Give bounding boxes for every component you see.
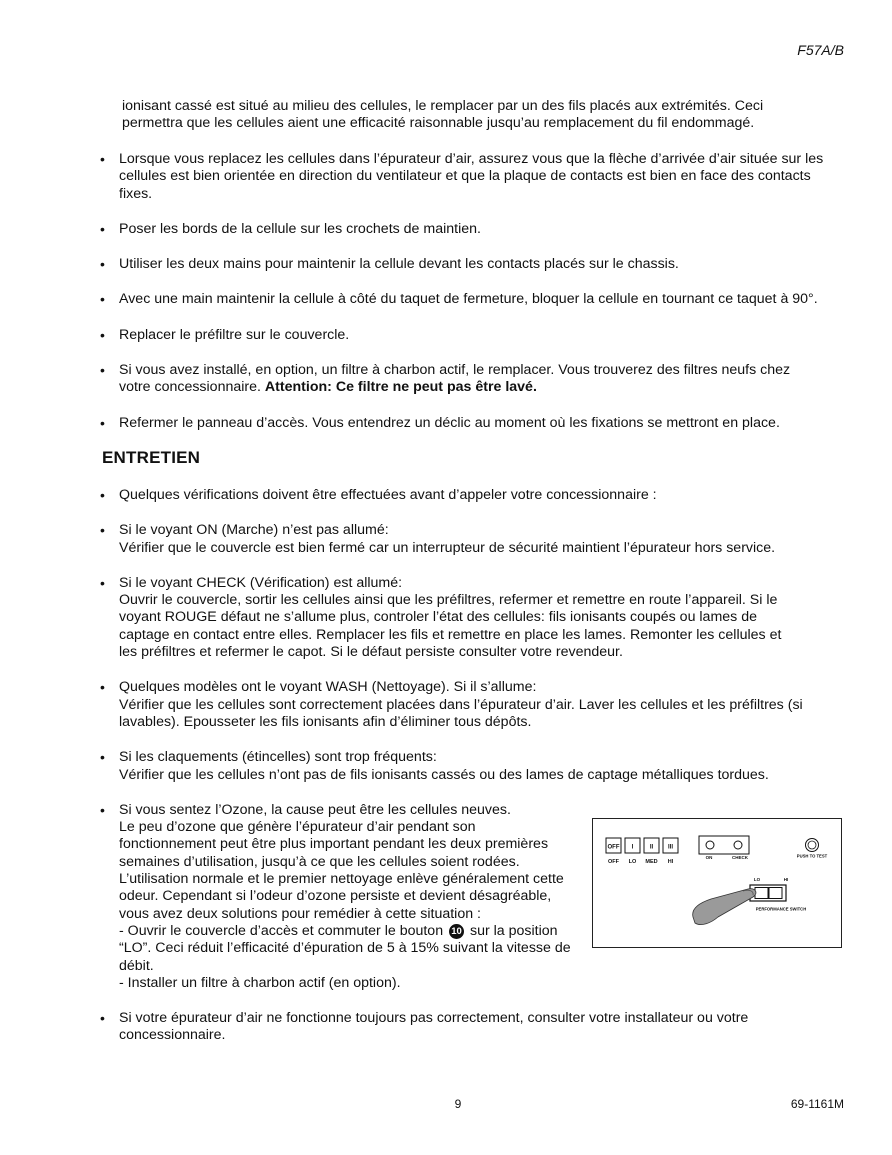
check-light-icon [734, 841, 742, 849]
list-item [100, 522, 845, 557]
text-line: Quelques modèles ont le voyant WASH (Nettoyage). Si il s’allume: [119, 679, 537, 696]
text-fragment: - Ouvrir le couvercle d’accès et commuter le bouton [119, 922, 448, 939]
text-line: voyant ROUGE défaut ne s’allume plus, controler l’état des cellules: fils ionisants coupés ou lames de [119, 609, 757, 626]
page-number: 9 [454, 1097, 462, 1111]
text-line: lavables). Epousseter les fils ionisants afin d’éliminer tous dépôts. [119, 713, 532, 730]
list-item [100, 415, 845, 432]
fan-speed-buttons [606, 838, 678, 865]
warning-text: Attention: Ce filtre ne peut pas être lavé. [264, 379, 537, 396]
fan-button-3-label: III [667, 844, 674, 851]
list-item-charcoal-filter [100, 362, 845, 397]
on-label: ON [705, 855, 713, 860]
fan-label-med: MED [645, 859, 658, 865]
button-number-badge: 10 [449, 924, 464, 939]
bullet: • [100, 151, 105, 167]
text-line: Avec une main maintenir la cellule à côté du taquet de fermeture, bloquer la cellule en tournant ce taquet à 90°. [119, 291, 818, 308]
text-line: fonctionnement peut être plus important pendant les deux premières [119, 836, 549, 853]
switch-label-hi: HI [783, 877, 789, 882]
bullet: • [100, 326, 105, 343]
text-line: Poser les bords de la cellule sur les crochets de maintien. [119, 220, 481, 237]
maintenance-list [100, 487, 845, 1063]
text-line: semaines d’utilisation, jusqu’à ce que les cellules soient rodées. [119, 853, 520, 870]
bullet: • [100, 362, 105, 379]
bullet: • [100, 487, 105, 503]
list-item [100, 679, 845, 731]
fan-label-off: OFF [608, 859, 619, 865]
text-line: cellules est bien orientée en direction du ventilateur et que la plaque de contacts est bien en face des contacts [119, 168, 811, 185]
fan-button-2-label: II [649, 844, 654, 851]
text-line: les préfiltres et refermer le capot. Si le défaut persiste consulter votre revendeur. [119, 644, 623, 661]
check-label: CHECK [731, 855, 749, 860]
text-line: “LO”. Ceci réduit l’efficacité d’épuration de 5 à 15% suivant la vitesse de [119, 940, 571, 957]
bullet: • [100, 291, 105, 308]
bullet: • [100, 749, 105, 766]
text-line: odeur. Cependant si l’odeur d’ozone persiste et devient désagréable, [119, 888, 552, 905]
text-line: Refermer le panneau d’accès. Vous entendrez un déclic au moment où les fixations se mettront en place. [119, 414, 780, 431]
text-line: Si vous sentez l’Ozone, la cause peut être les cellules neuves. [119, 801, 511, 818]
performance-switch [750, 877, 806, 912]
list-item [100, 291, 845, 308]
switch-toggle-left [755, 888, 768, 899]
text-line: captage en contact entre elles. Remplacer les fils et remettre en place les lames. Remonter les cellules et [119, 626, 782, 643]
bullet: • [100, 220, 105, 237]
text-line: Si le voyant CHECK (Vérification) est allumé: [119, 574, 403, 591]
bullet: • [100, 801, 105, 818]
text-line: Quelques vérifications doivent être effectuées avant d’appeler votre concessionnaire : [119, 487, 657, 503]
test-button [797, 839, 828, 859]
document-code-header: F57A/B [797, 42, 844, 58]
text-line: - Installer un filtre à charbon actif (en option). [119, 974, 401, 991]
bullet: • [100, 414, 105, 431]
text-line: vous avez deux solutions pour remédier à cette situation : [119, 905, 481, 922]
finger-icon [693, 889, 756, 925]
switch-toggle-right [769, 888, 782, 899]
text-line: Replacer le préfiltre sur le couvercle. [119, 326, 350, 343]
text-line [119, 923, 579, 940]
switch-label-lo: LO [753, 877, 761, 882]
text-line: débit. [119, 957, 154, 974]
text-line: fixes. [119, 185, 153, 202]
list-item [100, 221, 845, 238]
text-line: Si les claquements (étincelles) sont trop fréquents: [119, 749, 437, 766]
control-panel-drawing [593, 819, 843, 949]
control-panel-illustration [592, 818, 842, 948]
reinstall-steps-list [100, 151, 845, 450]
list-item [100, 256, 845, 273]
list-item [100, 1010, 845, 1045]
bullet: • [100, 1010, 105, 1027]
list-item-ozone [100, 802, 579, 992]
text-fragment: votre concessionnaire. [119, 379, 265, 396]
text-line: Vérifier que le couvercle est bien fermé car un interrupteur de sécurité maintient l’épurateur hors service. [119, 539, 776, 556]
indicator-lights [699, 836, 749, 860]
test-button-inner-icon [808, 841, 816, 849]
bullet: • [100, 679, 105, 696]
text-line: Vérifier que les cellules sont correctement placées dans l’épurateur d’air. Laver les cellules et les préfiltres (si [119, 696, 803, 713]
text-line: Si votre épurateur d’air ne fonctionne toujours pas correctement, consulter votre installateur ou votre [119, 1010, 749, 1027]
document-number: 69-1161M [790, 1097, 844, 1111]
list-item [100, 487, 845, 504]
fan-label-hi: HI [667, 859, 674, 865]
text-line: Le peu d’ozone que génère l’épurateur d’air pendant son [119, 819, 476, 836]
continuation-paragraph [122, 98, 842, 133]
text-line [119, 379, 845, 396]
text-fragment: sur la position [466, 922, 558, 939]
text-line: permettra que les cellules aient une efficacité raisonnable jusqu’au remplacement du fil endommagé. [122, 115, 755, 132]
fan-label-lo: LO [628, 859, 637, 865]
list-item [100, 327, 845, 344]
text-line: Vérifier que les cellules n’ont pas de fils ionisants cassés ou des lames de captage métalliques tordues. [119, 766, 769, 783]
test-label: PUSH TO TEST [796, 853, 828, 859]
list-item [100, 151, 845, 203]
switch-caption: PERFORMANCE SWITCH [755, 906, 807, 912]
text-line: Si le voyant ON (Marche) n’est pas allumé: [119, 522, 389, 539]
text-line: Lorsque vous replacez les cellules dans l’épurateur d’air, assurez vous que la flèche d’arrivée d’air située sur les [119, 151, 824, 167]
list-item [100, 575, 845, 661]
fan-button-1-label: I [631, 844, 634, 851]
list-item [100, 749, 845, 784]
bullet: • [100, 256, 105, 273]
text-line: ionisant cassé est situé au milieu des cellules, le remplacer par un des fils placés aux extrémités. Ceci [122, 98, 764, 114]
text-line: concessionnaire. [119, 1027, 226, 1044]
text-line: Ouvrir le couvercle, sortir les cellules ainsi que les préfiltres, refermer et remettre en route l’appareil. Si le [119, 592, 778, 609]
fan-button-off-label: OFF [607, 844, 620, 851]
text-line: Si vous avez installé, en option, un filtre à charbon actif, le remplacer. Vous trouverez des filtres neufs chez [119, 362, 791, 379]
on-light-icon [706, 841, 714, 849]
finger-shape [693, 889, 756, 925]
section-title: ENTRETIEN [102, 448, 201, 467]
bullet: • [100, 522, 105, 539]
bullet: • [100, 574, 105, 591]
text-line: Utiliser les deux mains pour maintenir la cellule devant les contacts placés sur le chassis. [119, 256, 679, 273]
text-line: L’utilisation normale et le premier nettoyage enlève généralement cette [119, 871, 564, 888]
